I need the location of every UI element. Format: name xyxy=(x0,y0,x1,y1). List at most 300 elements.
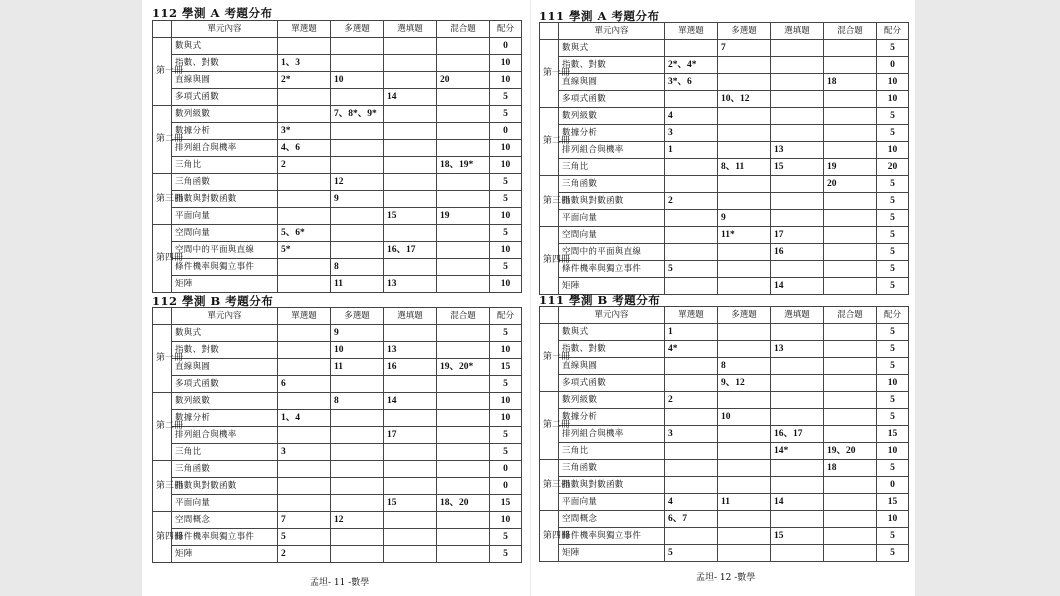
fill-cell xyxy=(771,324,824,341)
corner-cell xyxy=(540,307,559,324)
mixed-cell: 19、20 xyxy=(824,443,877,460)
fill-cell: 15 xyxy=(771,159,824,176)
multi-cell xyxy=(331,410,384,427)
volume-label: 第四冊 xyxy=(540,227,559,295)
multi-cell xyxy=(331,495,384,512)
fill-in-header: 選填題 xyxy=(771,307,824,324)
single-cell xyxy=(278,478,331,495)
single-cell xyxy=(665,244,718,261)
table-title-111b: 111 學測 B 考題分布 xyxy=(539,293,661,307)
multi-cell xyxy=(331,478,384,495)
mixed-cell xyxy=(824,57,877,74)
table-row xyxy=(153,140,522,157)
multi-cell: 12 xyxy=(331,174,384,191)
single-cell: 5 xyxy=(665,545,718,562)
unit-name: 多項式函數 xyxy=(559,375,665,392)
single-cell: 3*、6 xyxy=(665,74,718,91)
multi-cell xyxy=(331,225,384,242)
score-cell: 5 xyxy=(877,176,909,193)
fill-cell xyxy=(384,512,437,529)
score-cell: 5 xyxy=(490,174,522,191)
single-cell xyxy=(278,427,331,444)
unit-name: 條件機率與獨立事件 xyxy=(172,259,278,276)
volume-label: 第一冊 xyxy=(540,40,559,108)
multi-cell xyxy=(718,426,771,443)
table-row xyxy=(153,208,522,225)
unit-name: 指數、對數 xyxy=(172,342,278,359)
single-cell: 1 xyxy=(665,324,718,341)
multi-cell: 11 xyxy=(331,359,384,376)
mixed-cell xyxy=(437,444,490,461)
unit-name: 指數、對數 xyxy=(559,57,665,74)
fill-cell xyxy=(771,125,824,142)
table-row xyxy=(153,478,522,495)
mixed-cell xyxy=(824,261,877,278)
single-cell xyxy=(278,393,331,410)
unit-name: 指數與對數函數 xyxy=(172,478,278,495)
score-cell: 10 xyxy=(490,208,522,225)
table-row xyxy=(540,57,909,74)
mixed-cell: 20 xyxy=(437,72,490,89)
table-row xyxy=(540,210,909,227)
volume-label: 第四冊 xyxy=(153,512,172,563)
single-cell xyxy=(665,460,718,477)
score-cell: 5 xyxy=(490,325,522,342)
fill-cell xyxy=(771,193,824,210)
score-cell: 5 xyxy=(877,545,909,562)
fill-in-header: 選填題 xyxy=(771,23,824,40)
unit-name: 三角函數 xyxy=(172,174,278,191)
mixed-cell xyxy=(437,55,490,72)
score-cell: 20 xyxy=(877,159,909,176)
fill-cell xyxy=(771,375,824,392)
fill-cell xyxy=(771,358,824,375)
multi-cell: 12 xyxy=(331,512,384,529)
fill-cell xyxy=(771,261,824,278)
mixed-header: 混合題 xyxy=(824,23,877,40)
table-row xyxy=(540,244,909,261)
fill-cell xyxy=(384,461,437,478)
table-row xyxy=(540,528,909,545)
score-header: 配分 xyxy=(877,23,909,40)
fill-cell xyxy=(771,74,824,91)
mixed-cell xyxy=(824,227,877,244)
table-row xyxy=(540,358,909,375)
score-cell: 10 xyxy=(490,342,522,359)
unit-name: 平面向量 xyxy=(559,494,665,511)
volume-label: 第三冊 xyxy=(153,461,172,512)
single-cell: 2* xyxy=(278,72,331,89)
multi-choice-header: 多選題 xyxy=(331,21,384,38)
fill-cell xyxy=(384,72,437,89)
unit-name: 數據分析 xyxy=(559,409,665,426)
fill-cell: 16、17 xyxy=(771,426,824,443)
fill-cell xyxy=(384,38,437,55)
fill-cell xyxy=(771,108,824,125)
table-row xyxy=(153,55,522,72)
mixed-cell xyxy=(437,174,490,191)
mixed-cell xyxy=(437,106,490,123)
score-cell: 0 xyxy=(490,38,522,55)
fill-cell xyxy=(384,106,437,123)
score-cell: 5 xyxy=(490,444,522,461)
multi-cell xyxy=(718,528,771,545)
table-header-row xyxy=(540,23,909,40)
table-title-112a: 112 學測 A 考題分布 xyxy=(152,6,273,20)
mixed-cell xyxy=(437,478,490,495)
multi-choice-header: 多選題 xyxy=(718,23,771,40)
score-cell: 5 xyxy=(877,210,909,227)
table-title-112b: 112 學測 B 考題分布 xyxy=(152,294,274,308)
score-cell: 10 xyxy=(490,512,522,529)
unit-name: 直線與圓 xyxy=(559,358,665,375)
fill-cell xyxy=(771,91,824,108)
unit-name: 三角函數 xyxy=(559,460,665,477)
multi-cell xyxy=(718,341,771,358)
multi-cell xyxy=(718,176,771,193)
score-cell: 5 xyxy=(877,193,909,210)
table-row xyxy=(153,410,522,427)
multi-cell: 11 xyxy=(718,494,771,511)
single-cell xyxy=(665,176,718,193)
mixed-cell xyxy=(824,278,877,295)
distribution-table-112a xyxy=(152,20,522,293)
unit-name: 數列級數 xyxy=(559,392,665,409)
fill-cell: 14 xyxy=(384,89,437,106)
table-row xyxy=(540,409,909,426)
single-cell xyxy=(278,359,331,376)
fill-cell: 16 xyxy=(384,359,437,376)
mixed-cell: 18、19* xyxy=(437,157,490,174)
fill-cell: 14* xyxy=(771,443,824,460)
single-cell xyxy=(665,528,718,545)
score-cell: 10 xyxy=(490,242,522,259)
multi-cell: 8 xyxy=(331,393,384,410)
page-left xyxy=(142,0,530,596)
table-row xyxy=(540,426,909,443)
mixed-cell xyxy=(437,546,490,563)
volume-label: 第一冊 xyxy=(153,325,172,393)
score-cell: 5 xyxy=(877,244,909,261)
single-cell: 5* xyxy=(278,242,331,259)
multi-cell: 8 xyxy=(718,358,771,375)
score-cell: 10 xyxy=(877,443,909,460)
multi-cell: 9、12 xyxy=(718,375,771,392)
unit-name: 矩陣 xyxy=(559,278,665,295)
single-cell: 3* xyxy=(278,123,331,140)
fill-cell xyxy=(384,225,437,242)
multi-cell xyxy=(718,261,771,278)
multi-cell xyxy=(331,55,384,72)
multi-cell xyxy=(331,140,384,157)
score-cell: 10 xyxy=(490,140,522,157)
single-cell xyxy=(278,461,331,478)
fill-cell xyxy=(771,40,824,57)
table-row xyxy=(540,261,909,278)
single-cell: 4 xyxy=(665,494,718,511)
score-cell: 5 xyxy=(490,259,522,276)
score-cell: 15 xyxy=(490,495,522,512)
table-header-row xyxy=(153,308,522,325)
score-cell: 5 xyxy=(490,89,522,106)
single-cell xyxy=(278,208,331,225)
single-cell xyxy=(278,495,331,512)
multi-cell xyxy=(718,142,771,159)
single-cell: 5、6* xyxy=(278,225,331,242)
unit-name: 矩陣 xyxy=(172,276,278,293)
multi-cell xyxy=(718,278,771,295)
fill-cell xyxy=(384,529,437,546)
table-row xyxy=(540,494,909,511)
single-cell: 3 xyxy=(665,125,718,142)
fill-cell xyxy=(771,57,824,74)
unit-name: 數列級數 xyxy=(172,393,278,410)
volume-label: 第一冊 xyxy=(153,38,172,106)
score-cell: 10 xyxy=(877,74,909,91)
table-row xyxy=(153,461,522,478)
single-cell: 6、7 xyxy=(665,511,718,528)
table-row xyxy=(153,444,522,461)
table-header-row xyxy=(540,307,909,324)
multi-cell xyxy=(331,208,384,225)
mixed-cell xyxy=(824,375,877,392)
fill-cell xyxy=(384,191,437,208)
unit-name: 條件機率與獨立事件 xyxy=(559,528,665,545)
unit-name: 三角比 xyxy=(559,159,665,176)
table-row xyxy=(153,276,522,293)
table-row xyxy=(540,125,909,142)
single-cell xyxy=(278,325,331,342)
mixed-cell xyxy=(437,259,490,276)
volume-label: 第四冊 xyxy=(153,225,172,293)
table-row xyxy=(540,443,909,460)
table-row xyxy=(540,159,909,176)
score-cell: 10 xyxy=(490,55,522,72)
unit-header: 單元內容 xyxy=(559,307,665,324)
score-cell: 5 xyxy=(490,225,522,242)
single-choice-header: 單選題 xyxy=(665,23,718,40)
mixed-cell xyxy=(824,40,877,57)
table-row xyxy=(540,74,909,91)
table-header-row xyxy=(153,21,522,38)
multi-cell xyxy=(331,38,384,55)
score-cell: 5 xyxy=(490,427,522,444)
score-cell: 15 xyxy=(877,494,909,511)
unit-name: 三角函數 xyxy=(559,176,665,193)
multi-cell: 10 xyxy=(718,409,771,426)
single-cell: 5 xyxy=(665,261,718,278)
mixed-cell xyxy=(824,125,877,142)
table-row xyxy=(540,142,909,159)
distribution-table-111a xyxy=(539,22,909,295)
single-cell xyxy=(278,106,331,123)
mixed-cell: 19、20* xyxy=(437,359,490,376)
volume-label: 第一冊 xyxy=(540,324,559,392)
unit-name: 數與式 xyxy=(172,38,278,55)
multi-cell xyxy=(718,460,771,477)
single-cell xyxy=(278,89,331,106)
unit-header: 單元內容 xyxy=(172,308,278,325)
mixed-cell xyxy=(824,210,877,227)
unit-name: 指數、對數 xyxy=(559,341,665,358)
fill-cell xyxy=(771,210,824,227)
table-row xyxy=(153,259,522,276)
mixed-cell xyxy=(437,38,490,55)
table-row xyxy=(153,157,522,174)
mixed-cell xyxy=(824,193,877,210)
volume-label: 第二冊 xyxy=(540,108,559,176)
unit-name: 多項式函數 xyxy=(559,91,665,108)
table-row xyxy=(540,324,909,341)
mixed-cell xyxy=(437,376,490,393)
mixed-cell xyxy=(824,142,877,159)
multi-cell xyxy=(718,392,771,409)
score-cell: 10 xyxy=(877,511,909,528)
multi-cell: 11 xyxy=(331,276,384,293)
table-row xyxy=(153,72,522,89)
score-header: 配分 xyxy=(490,21,522,38)
mixed-cell xyxy=(824,528,877,545)
unit-name: 三角比 xyxy=(172,444,278,461)
table-row xyxy=(540,227,909,244)
table-row xyxy=(153,393,522,410)
unit-name: 數列級數 xyxy=(172,106,278,123)
score-cell: 15 xyxy=(877,426,909,443)
score-cell: 0 xyxy=(877,477,909,494)
mixed-cell xyxy=(824,477,877,494)
fill-cell: 16、17 xyxy=(384,242,437,259)
single-choice-header: 單選題 xyxy=(665,307,718,324)
multi-cell xyxy=(331,242,384,259)
single-cell xyxy=(665,358,718,375)
unit-name: 數與式 xyxy=(559,324,665,341)
fill-cell xyxy=(771,392,824,409)
table-row xyxy=(153,225,522,242)
page-footer-11: 孟坦- 11 -數學 xyxy=(310,578,370,588)
unit-name: 數據分析 xyxy=(172,123,278,140)
score-cell: 5 xyxy=(877,392,909,409)
score-cell: 10 xyxy=(490,393,522,410)
single-cell xyxy=(665,477,718,494)
fill-cell xyxy=(384,140,437,157)
volume-label: 第二冊 xyxy=(153,106,172,174)
unit-name: 條件機率與獨立事件 xyxy=(172,529,278,546)
score-header: 配分 xyxy=(877,307,909,324)
fill-in-header: 選填題 xyxy=(384,308,437,325)
mixed-cell: 18 xyxy=(824,460,877,477)
multi-choice-header: 多選題 xyxy=(718,307,771,324)
distribution-table-112b xyxy=(152,307,522,563)
fill-cell: 13 xyxy=(771,142,824,159)
single-cell: 7 xyxy=(278,512,331,529)
single-cell xyxy=(278,276,331,293)
fill-cell xyxy=(384,376,437,393)
unit-name: 數與式 xyxy=(172,325,278,342)
unit-name: 指數、對數 xyxy=(172,55,278,72)
fill-cell: 15 xyxy=(384,208,437,225)
score-cell: 5 xyxy=(877,358,909,375)
mixed-cell xyxy=(824,341,877,358)
score-cell: 10 xyxy=(490,410,522,427)
unit-header: 單元內容 xyxy=(172,21,278,38)
mixed-cell: 18、20 xyxy=(437,495,490,512)
table-row xyxy=(540,511,909,528)
mixed-cell xyxy=(824,494,877,511)
fill-cell: 14 xyxy=(771,278,824,295)
multi-cell: 9 xyxy=(331,191,384,208)
score-cell: 5 xyxy=(877,324,909,341)
score-cell: 5 xyxy=(877,227,909,244)
fill-in-header: 選填題 xyxy=(384,21,437,38)
mixed-cell xyxy=(824,108,877,125)
single-cell xyxy=(278,259,331,276)
mixed-header: 混合題 xyxy=(437,308,490,325)
score-cell: 10 xyxy=(490,72,522,89)
mixed-cell xyxy=(824,409,877,426)
multi-cell: 9 xyxy=(718,210,771,227)
fill-cell: 15 xyxy=(771,528,824,545)
score-cell: 10 xyxy=(877,142,909,159)
table-row xyxy=(153,376,522,393)
fill-cell xyxy=(771,511,824,528)
score-cell: 5 xyxy=(490,191,522,208)
table-row xyxy=(540,545,909,562)
table-row xyxy=(153,106,522,123)
mixed-cell xyxy=(437,242,490,259)
unit-name: 排列組合與機率 xyxy=(172,427,278,444)
single-cell: 3 xyxy=(665,426,718,443)
multi-cell xyxy=(718,74,771,91)
unit-name: 空間概念 xyxy=(172,512,278,529)
multi-cell xyxy=(718,545,771,562)
single-cell: 2*、4* xyxy=(665,57,718,74)
mixed-cell xyxy=(824,324,877,341)
mixed-cell: 18 xyxy=(824,74,877,91)
corner-cell xyxy=(153,308,172,325)
score-cell: 5 xyxy=(490,546,522,563)
multi-cell: 7、8*、9* xyxy=(331,106,384,123)
mixed-cell xyxy=(824,244,877,261)
unit-name: 直線與圓 xyxy=(559,74,665,91)
table-row xyxy=(153,38,522,55)
table-row xyxy=(540,91,909,108)
mixed-cell xyxy=(437,461,490,478)
mixed-cell xyxy=(824,358,877,375)
score-cell: 5 xyxy=(877,261,909,278)
single-cell: 1 xyxy=(665,142,718,159)
single-cell: 3 xyxy=(278,444,331,461)
fill-cell xyxy=(771,477,824,494)
score-cell: 0 xyxy=(877,57,909,74)
mixed-cell xyxy=(824,545,877,562)
multi-cell: 10、12 xyxy=(718,91,771,108)
mixed-cell xyxy=(437,89,490,106)
page-right xyxy=(531,0,915,596)
unit-name: 平面向量 xyxy=(172,208,278,225)
single-cell: 4 xyxy=(665,108,718,125)
volume-label: 第二冊 xyxy=(153,393,172,461)
multi-cell xyxy=(331,427,384,444)
mixed-cell: 19 xyxy=(437,208,490,225)
multi-cell xyxy=(718,324,771,341)
score-cell: 5 xyxy=(877,460,909,477)
unit-name: 排列組合與機率 xyxy=(172,140,278,157)
score-cell: 15 xyxy=(490,359,522,376)
unit-name: 多項式函數 xyxy=(172,89,278,106)
unit-name: 數列級數 xyxy=(559,108,665,125)
unit-name: 數與式 xyxy=(559,40,665,57)
table-row xyxy=(540,460,909,477)
